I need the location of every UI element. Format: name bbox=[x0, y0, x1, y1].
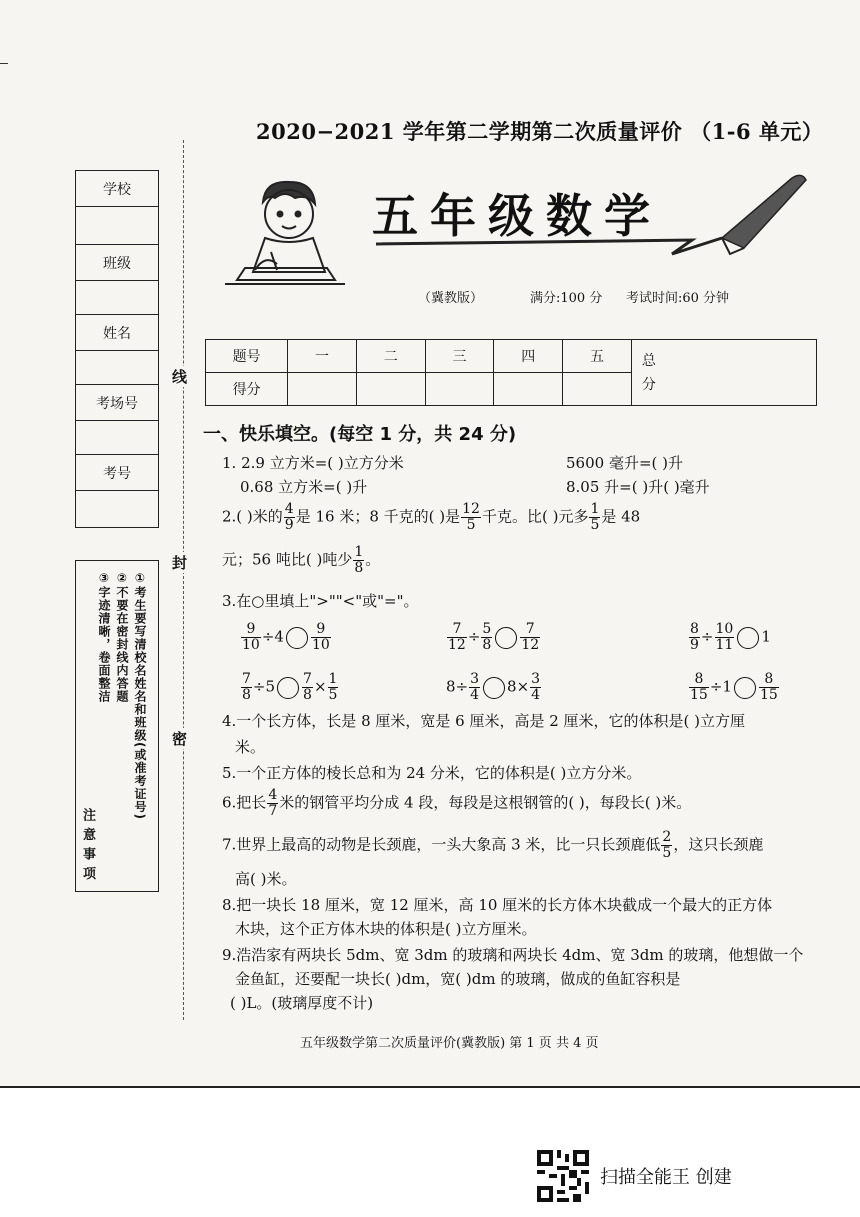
score-table bbox=[205, 339, 817, 406]
q1-d: 8.05 升=( )升( )毫升 bbox=[566, 478, 710, 496]
q9-line-1: 9.浩浩家有两块长 5dm、宽 3dm 的玻璃和两块长 4dm、宽 3dm 的玻璃，他想做一个 bbox=[222, 946, 804, 964]
notes-box bbox=[75, 560, 159, 892]
note-3: ③字迹清晰，卷面整洁 bbox=[97, 571, 111, 703]
compare-circle[interactable] bbox=[483, 677, 505, 699]
q3-expr-2: $\frac{7}{12}$ ÷ $\frac{5}{8}$ $\frac{7}{12}$ bbox=[448, 621, 540, 653]
total-label: 总分 bbox=[631, 340, 816, 406]
class-label: 班级 bbox=[76, 245, 158, 281]
class-field[interactable] bbox=[76, 281, 158, 315]
exam-room-label: 考场号 bbox=[76, 385, 158, 421]
student-info-box bbox=[75, 170, 159, 528]
q9-line-2: 金鱼缸，还要配一块长( )dm，宽( )dm 的玻璃，做成的鱼缸容积是 bbox=[235, 970, 681, 988]
q3-expr-6: $\frac{8}{15}$ ÷1 $\frac{8}{15}$ bbox=[690, 671, 778, 703]
note-2: ②不要在密封线内答题 bbox=[115, 571, 129, 703]
q3-intro: 3.在○里填上">""<"或"="。 bbox=[222, 592, 419, 610]
score-cell-2[interactable] bbox=[356, 373, 425, 406]
q9-line-3: ( )L。(玻璃厚度不计) bbox=[230, 994, 374, 1012]
q8-line-2: 木块，这个正方体木块的体积是( )立方厘米。 bbox=[235, 920, 537, 938]
q3-expr-5: 8÷ $\frac{3}{4}$ 8× $\frac{3}{4}$ bbox=[446, 671, 541, 703]
compare-circle[interactable] bbox=[734, 677, 756, 699]
boy-illustration bbox=[215, 172, 355, 292]
q6: 6.把长 $\frac{4}{7}$ 米的钢管平均分成 4 段，每段是这根钢管的( )，每段长( )米。 bbox=[222, 787, 692, 819]
exam-number-field[interactable] bbox=[76, 491, 158, 527]
score-cell-5[interactable] bbox=[563, 373, 632, 406]
fraction: $\frac{12}{5}$ bbox=[462, 501, 480, 533]
subject-title: 五年级数学 bbox=[372, 189, 662, 243]
paper-edge bbox=[0, 1086, 860, 1088]
exam-number-label: 考号 bbox=[76, 455, 158, 491]
full-score-label: 满分:100 分 bbox=[530, 291, 603, 306]
note-1: ①考生要写清校名姓名和班级(或准考证号) bbox=[133, 571, 147, 820]
q3-expr-3: $\frac{8}{9}$ ÷ $\frac{10}{11}$ 1 bbox=[690, 621, 771, 653]
school-field[interactable] bbox=[76, 207, 158, 245]
q2-line-1: 2.( )米的 $\frac{4}{9}$ 是 16 米；8 千克的( )是 $\frac{12}{5}$ 千克。比( )元多 $\frac{1}{5}$ 是 48 bbox=[222, 501, 641, 533]
seal-char-line: 线 bbox=[172, 368, 188, 386]
q7-line-1: 7.世界上最高的动物是长颈鹿，一头大象高 3 米，比一只长颈鹿低 $\frac{2}{5}$ ，这只长颈鹿 bbox=[222, 829, 764, 861]
seal-char-seal: 封 bbox=[172, 554, 188, 572]
col-5: 五 bbox=[563, 340, 632, 373]
score-cell-4[interactable] bbox=[494, 373, 563, 406]
section-1-heading: 一、快乐填空。(每空 1 分，共 24 分) bbox=[203, 424, 517, 445]
score-cell-3[interactable] bbox=[425, 373, 494, 406]
q3-expr-4: $\frac{7}{8}$ ÷5 $\frac{7}{8}$ × $\frac{1}{5}$ bbox=[242, 671, 338, 703]
q4-line-1: 4.一个长方体，长是 8 厘米，宽是 6 厘米，高是 2 厘米，它的体积是( )立方厘 bbox=[222, 712, 746, 730]
name-label: 姓名 bbox=[76, 315, 158, 351]
notes-heading: 注 意 事 项 bbox=[80, 808, 95, 881]
q1-a: 1. 2.9 立方米=( )立方分米 bbox=[222, 454, 404, 472]
compare-circle[interactable] bbox=[737, 627, 759, 649]
compare-circle[interactable] bbox=[495, 627, 517, 649]
score-cell-1[interactable] bbox=[288, 373, 357, 406]
pen-icon bbox=[372, 168, 812, 278]
compare-circle[interactable] bbox=[286, 627, 308, 649]
q1-b: 5600 毫升=( )升 bbox=[566, 454, 683, 472]
q3-expr-1: $\frac{9}{10}$ ÷4 $\frac{9}{10}$ bbox=[242, 621, 330, 653]
fraction: $\frac{4}{9}$ bbox=[284, 501, 294, 533]
row-label-score: 得分 bbox=[206, 373, 288, 406]
col-4: 四 bbox=[494, 340, 563, 373]
col-2: 二 bbox=[356, 340, 425, 373]
page-footer: 五年级数学第二次质量评价(冀教版) 第 1 页 共 4 页 bbox=[300, 1036, 599, 1051]
q1-c: 0.68 立方米=( )升 bbox=[240, 478, 368, 496]
fraction: $\frac{1}{8}$ bbox=[354, 544, 364, 576]
margin-mark bbox=[0, 63, 8, 64]
col-1: 一 bbox=[288, 340, 357, 373]
q8-line-1: 8.把一块长 18 厘米，宽 12 厘米，高 10 厘米的长方体木块截成一个最大的正方体 bbox=[222, 896, 773, 914]
q5: 5.一个正方体的棱长总和为 24 分米，它的体积是( )立方分米。 bbox=[222, 764, 642, 782]
q2-line-2: 元；56 吨比( )吨少 $\frac{1}{8}$ 。 bbox=[222, 544, 381, 576]
seal-char-secret: 密 bbox=[172, 730, 188, 748]
q7-line-2: 高( )米。 bbox=[235, 870, 297, 888]
row-label-question: 题号 bbox=[206, 340, 288, 373]
school-label: 学校 bbox=[76, 171, 158, 207]
compare-circle[interactable] bbox=[277, 677, 299, 699]
edition-label: （冀教版） bbox=[418, 291, 484, 306]
col-3: 三 bbox=[425, 340, 494, 373]
seal-line bbox=[183, 140, 184, 1020]
scanner-credit: 扫描全能王 创建 bbox=[600, 1167, 732, 1188]
fraction: $\frac{1}{5}$ bbox=[590, 501, 600, 533]
exam-time-label: 考试时间:60 分钟 bbox=[626, 291, 730, 306]
q4-line-2: 米。 bbox=[235, 738, 266, 756]
name-field[interactable] bbox=[76, 351, 158, 385]
exam-title: 2020−2021 学年第二学期第二次质量评价 （1-6 单元） bbox=[256, 119, 824, 144]
qr-code-icon bbox=[537, 1150, 589, 1202]
exam-room-field[interactable] bbox=[76, 421, 158, 455]
